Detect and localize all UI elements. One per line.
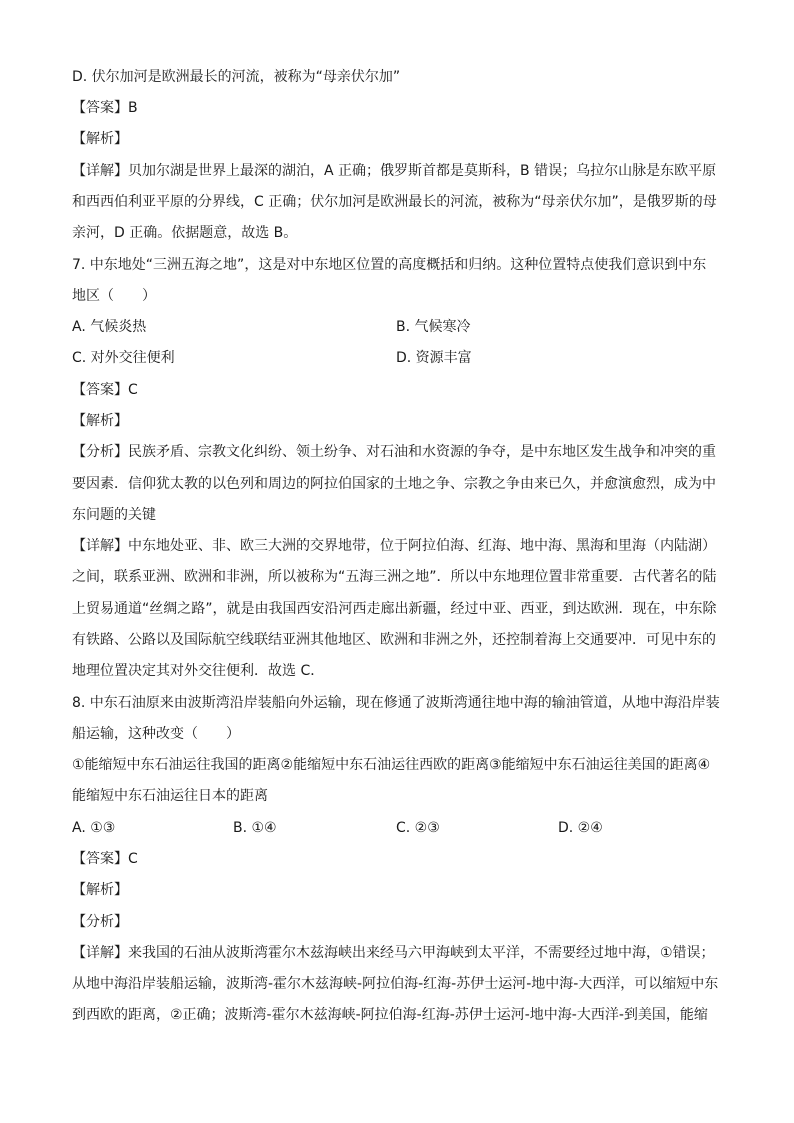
q7-option-c: C. 对外交往便利 [72, 350, 175, 366]
q7-analysis-heading: 【解析】 [72, 413, 128, 429]
q6-explanation-line-2: 和西西伯利亚平原的分界线，C 正确；伏尔加河是欧洲最长的河流，被称为“母亲伏尔加”，是俄罗斯的母 [72, 194, 717, 210]
q8-answer: 【答案】C [72, 851, 138, 867]
q6-analysis-heading: 【解析】 [72, 131, 128, 147]
q8-stem-line-1: 8. 中东石油原来由波斯湾沿岸装船向外运输，现在修通了波斯湾通往地中海的输油管道，从地中海沿岸装 [72, 695, 720, 711]
q7-option-b: B. 气候寒冷 [396, 319, 471, 335]
q7-option-d: D. 资源丰富 [396, 350, 472, 366]
q7-analysis-line-2: 要因素．信仰犹太教的以色列和周边的阿拉伯国家的土地之争、宗教之争由来已久，并愈演愈烈，成为中 [72, 476, 716, 492]
q8-analysis-subheading: 【分析】 [72, 914, 128, 930]
q7-options-row-2 [72, 348, 732, 368]
q7-stem-line-2: 地区（ ） [72, 288, 156, 304]
q7-explanation-line-5: 地理位置决定其对外交往便利．故选 C． [72, 663, 325, 679]
q8-option-a: A. ①③ [72, 820, 116, 836]
q7-analysis-line-3: 东问题的关键 [72, 507, 156, 523]
q7-options-row-1 [72, 317, 732, 337]
q7-explanation-line-1: 【详解】中东地处亚、非、欧三大洲的交界地带，位于阿拉伯海、红海、地中海、黑海和里海（内陆湖） [72, 538, 716, 554]
q6-explanation-line-3: 亲河，D 正确。依据题意，故选 B。 [72, 225, 298, 241]
q8-option-c: C. ②③ [396, 820, 440, 836]
q6-answer: 【答案】B [72, 100, 138, 116]
q8-statements-line-1: ①能缩短中东石油运往我国的距离②能缩短中东石油运往西欧的距离③能缩短中东石油运往美国的距离④ [72, 757, 711, 773]
q8-option-b: B. ①④ [233, 820, 277, 836]
q7-analysis-line-1: 【分析】民族矛盾、宗教文化纠纷、领土纷争、对石油和水资源的争夺，是中东地区发生战争和冲突的重 [72, 444, 716, 460]
q7-explanation-line-2: 之间，联系亚洲、欧洲和非洲，所以被称为“五海三洲之地”．所以中东地理位置非常重要．古代著名的陆 [72, 569, 717, 585]
q8-options-row [72, 818, 732, 838]
q8-explanation-line-1: 【详解】来我国的石油从波斯湾霍尔木兹海峡出来经马六甲海峡到太平洋，不需要经过地中海，①错误； [72, 945, 715, 961]
q8-statements-line-2: 能缩短中东石油运往日本的距离 [72, 788, 268, 804]
q8-explanation-line-2: 从地中海沿岸装船运输，波斯湾-霍尔木兹海峡-阿拉伯海-红海-苏伊士运河-地中海-大西洋，可以缩短中东 [72, 976, 719, 992]
q8-analysis-heading: 【解析】 [72, 882, 128, 898]
q7-stem-line-1: 7. 中东地处“三洲五海之地”，这是对中东地区位置的高度概括和归纳。这种位置特点使我们意识到中东 [72, 257, 707, 273]
q7-option-a: A. 气候炎热 [72, 319, 147, 335]
q6-explanation-line-1: 【详解】贝加尔湖是世界上最深的湖泊，A 正确；俄罗斯首都是莫斯科，B 错误；乌拉尔山脉是东欧平原 [72, 163, 717, 179]
q8-option-d: D. ②④ [558, 820, 603, 836]
q7-explanation-line-4: 有铁路、公路以及国际航空线联结亚洲其他地区、欧洲和非洲之外，还控制着海上交通要冲．可见中东的 [72, 632, 716, 648]
q8-explanation-line-3: 到西欧的距离，②正确；波斯湾-霍尔木兹海峡-阿拉伯海-红海-苏伊士运河-地中海-大西洋-到美国，能缩 [72, 1007, 708, 1023]
q8-stem-line-2: 船运输，这种改变（ ） [72, 726, 240, 742]
q6-option-d: D. 伏尔加河是欧洲最长的河流，被称为“母亲伏尔加” [72, 69, 401, 85]
q7-answer: 【答案】C [72, 382, 138, 398]
q7-explanation-line-3: 上贸易通道“丝绸之路”，就是由我国西安沿河西走廊出新疆，经过中亚、西亚，到达欧洲．现在，中东除 [72, 601, 717, 617]
